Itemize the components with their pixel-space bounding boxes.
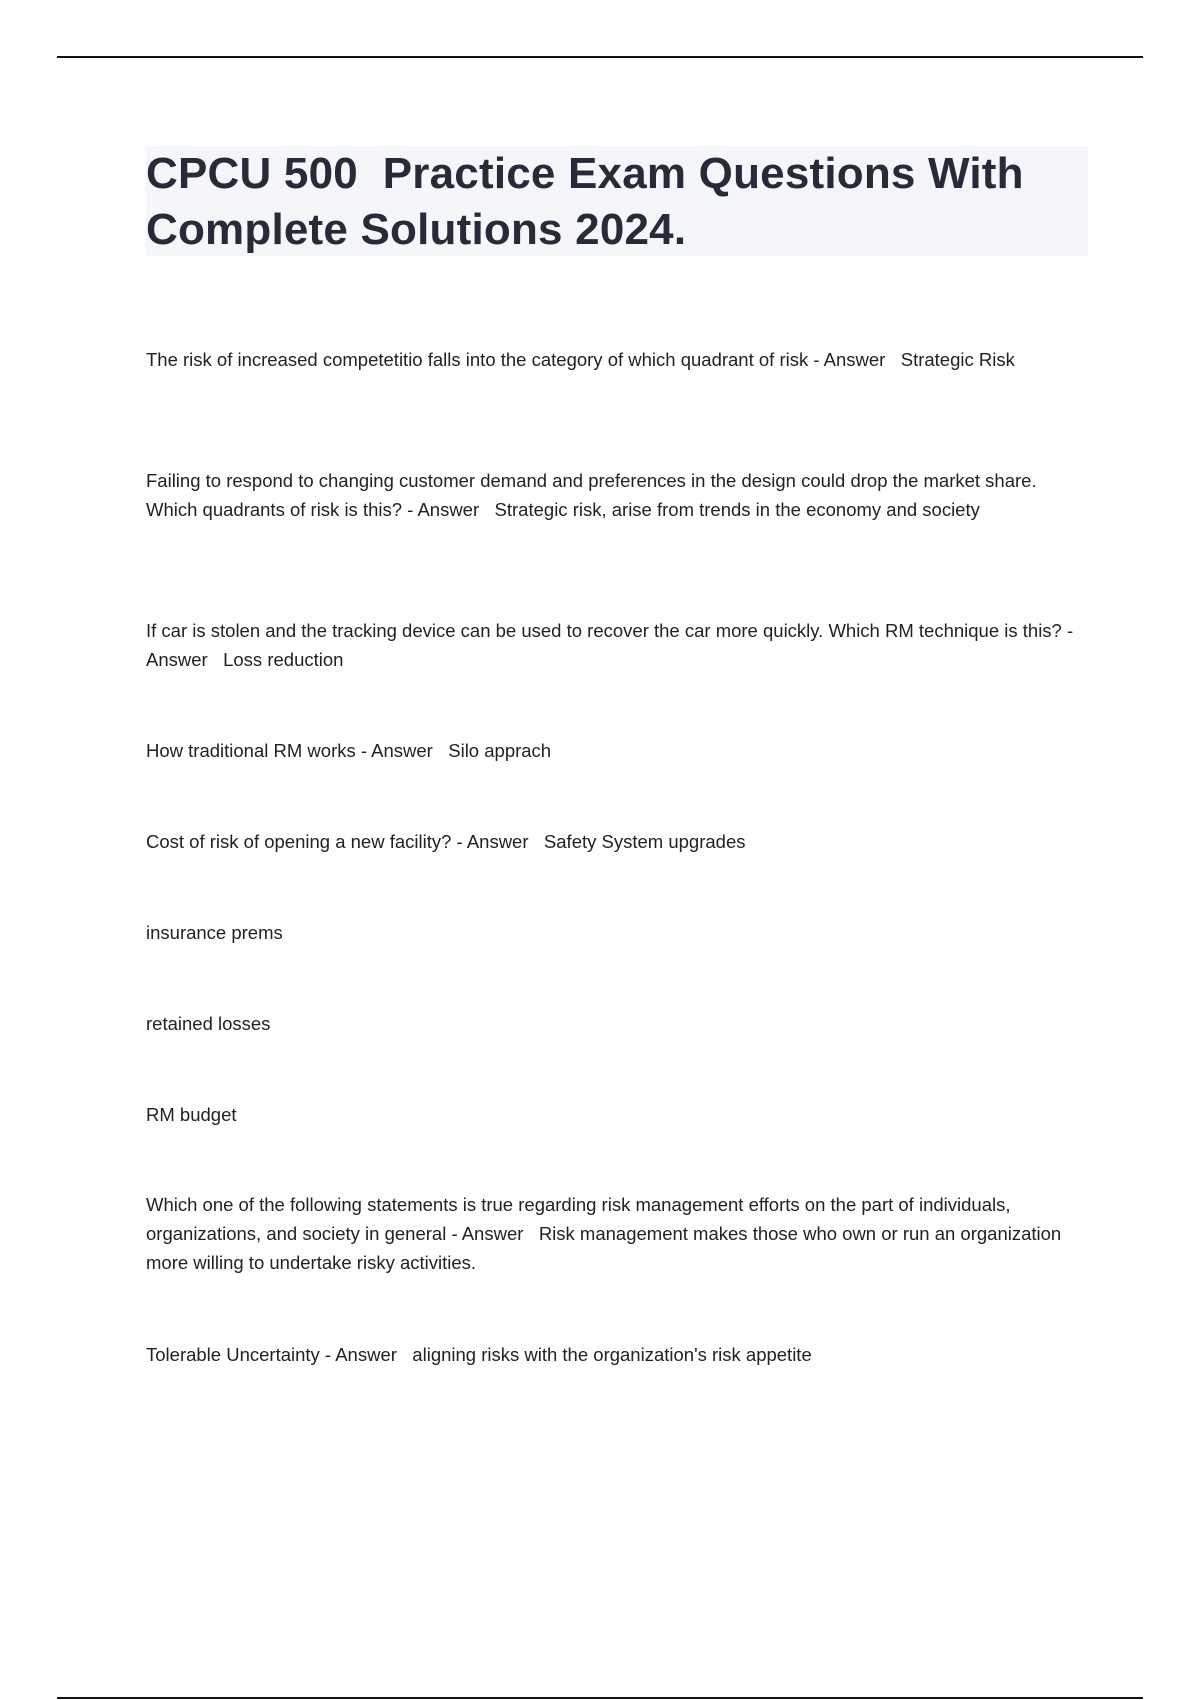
title-block bbox=[146, 146, 1088, 256]
qa-item-3: If car is stolen and the tracking device can be used to recover the car more quickly. Which RM technique is this? - Answer Loss reduction bbox=[146, 620, 1078, 670]
qa-item-7: retained losses bbox=[146, 1013, 271, 1034]
qa-item-4: How traditional RM works - Answer Silo apprach bbox=[146, 740, 552, 761]
qa-item-10: Tolerable Uncertainty - Answer aligning risks with the organization's risk appetite bbox=[146, 1344, 812, 1365]
qa-item-6: insurance prems bbox=[146, 922, 283, 943]
qa-item-8: RM budget bbox=[146, 1104, 237, 1125]
top-rule bbox=[57, 56, 1143, 58]
document-title: CPCU 500 Practice Exam Questions With Complete Solutions 2024. bbox=[146, 149, 1037, 254]
qa-item-5: Cost of risk of opening a new facility? - Answer Safety System upgrades bbox=[146, 831, 746, 852]
qa-item-1: The risk of increased competetitio falls into the category of which quadrant of risk - Answer Strategic Risk bbox=[146, 349, 1015, 370]
qa-item-2: Failing to respond to changing customer demand and preferences in the design could drop the market share. Which quadrants of risk is this? - Answer Strategic risk, arise from trends in the economy and society bbox=[146, 470, 1042, 520]
qa-item-9: Which one of the following statements is true regarding risk management efforts on the part of individuals, organizations, and society in general - Answer Risk management makes those who own or run an organization more willing to undertake risky activities. bbox=[146, 1194, 1067, 1273]
bottom-rule bbox=[57, 1697, 1143, 1699]
